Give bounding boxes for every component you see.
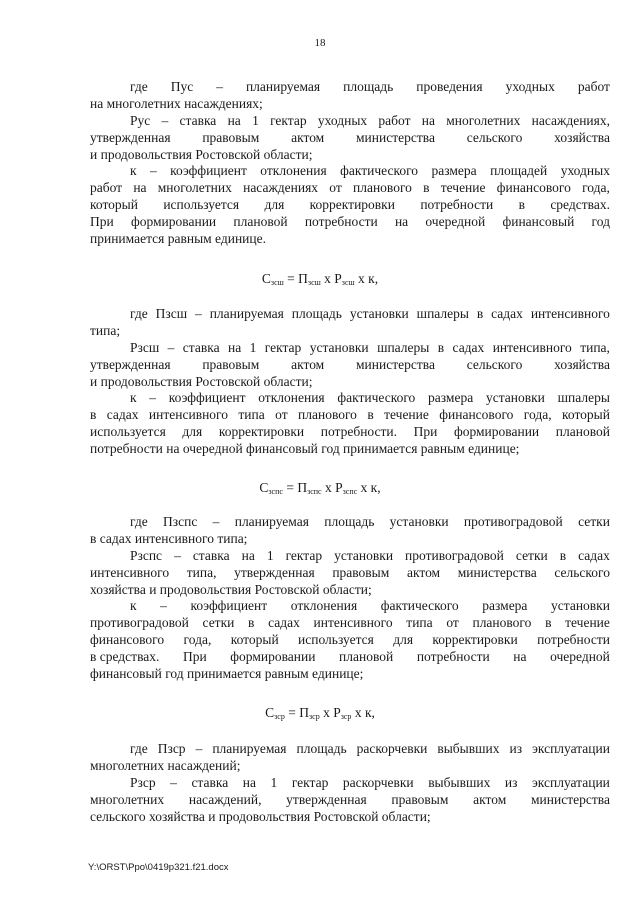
word: – (167, 339, 175, 355)
word: площадь (343, 79, 394, 94)
word: установки (485, 390, 545, 406)
text-line (90, 741, 610, 758)
word: садах (106, 407, 139, 423)
page-number: 18 (314, 37, 326, 49)
word: сетки (515, 547, 548, 563)
word: очередной (425, 214, 486, 230)
word: финансового (439, 407, 514, 423)
text-line (90, 113, 610, 130)
word: правовым (332, 564, 390, 580)
word: министерства (356, 129, 435, 145)
word: на (421, 112, 435, 128)
word: планируемая (212, 741, 287, 756)
word: в (545, 615, 552, 631)
word: раскорчевки (356, 741, 428, 756)
word: типа (238, 407, 265, 423)
text-line: потребности на очередной финансовый год принимается равным единице; (90, 441, 520, 457)
word: в (423, 180, 430, 196)
word: – (216, 79, 223, 94)
text-line: в садах интенсивного типа; (90, 530, 248, 546)
word: насаждениях (243, 180, 319, 196)
word: утвержденная (234, 564, 315, 580)
text-line (90, 792, 610, 809)
word: финансовый (502, 214, 575, 230)
word: площадей (490, 163, 548, 179)
text-line: на многолетних насаждениях; (90, 95, 263, 111)
paragraph-block-uprooting (90, 741, 610, 825)
word: к (130, 390, 137, 406)
file-path-footer: Y:\ORST\Ppo\0419p321.f21.docx (88, 862, 229, 873)
word: отклонения (290, 598, 358, 614)
word: из (509, 741, 523, 756)
word: отклонения (260, 163, 327, 179)
word: противоградовой (463, 514, 563, 529)
word: используется (298, 632, 374, 648)
formula-trellis: $С_{зсш} = П_{зсш}$ х $Р_{зсш}$ х к, (261, 271, 379, 287)
word: гектар (270, 112, 307, 128)
word: Рзсш (130, 339, 160, 355)
word: – (161, 112, 169, 128)
paragraph-block-hail-net (90, 514, 610, 683)
word: противоградовой (405, 547, 504, 563)
word: формировании (130, 214, 217, 230)
word: планируемая (209, 306, 284, 321)
word: сельского (466, 356, 523, 372)
word: площадь (296, 741, 347, 756)
word: многолетних (446, 112, 521, 128)
word: от (275, 407, 288, 423)
word: потребности (416, 649, 490, 665)
text-line (90, 565, 610, 582)
word: ставка (179, 112, 217, 128)
word: для (264, 197, 285, 213)
text-line (90, 214, 610, 231)
word: планируемая (245, 79, 321, 94)
word: – (170, 774, 177, 790)
word: на (133, 180, 147, 196)
word: – (149, 390, 157, 406)
word: типа, (186, 564, 217, 580)
word: сельского (466, 129, 523, 145)
word: эксплуатации (532, 741, 610, 756)
word: насаждениях, (531, 112, 610, 128)
word: финансового (90, 632, 165, 648)
word: планового (298, 407, 357, 423)
word: Пзср (157, 741, 186, 756)
text-line (90, 180, 610, 197)
word: Пус (170, 79, 194, 94)
word: течение (384, 407, 429, 423)
word: гектар (291, 774, 329, 790)
word: установки (389, 514, 449, 529)
word: Пзспс (163, 514, 198, 529)
word: 1 (266, 547, 274, 563)
word: коэффициент (190, 598, 268, 614)
word: коэффициент (168, 390, 246, 406)
word: утвержденная (90, 129, 171, 145)
word: работ (577, 79, 610, 94)
word: гектар (285, 547, 323, 563)
word: года, (582, 180, 610, 196)
word: размера (428, 390, 474, 406)
word: год (591, 214, 610, 230)
word: уходных (560, 163, 610, 179)
word: плановой (555, 424, 610, 440)
word: в (559, 547, 567, 563)
word: очередной (550, 649, 610, 665)
text-line (90, 197, 610, 214)
word: на (242, 774, 256, 790)
word: в (248, 615, 255, 631)
word: используется (163, 197, 240, 213)
word: течение (565, 615, 610, 631)
text-line: типа; (90, 322, 121, 338)
word: размера (482, 598, 528, 614)
word: министерства (531, 791, 610, 807)
word: – (195, 741, 203, 756)
word: уходных (317, 112, 368, 128)
word: интенсивного (148, 407, 229, 423)
text-line (90, 357, 610, 374)
word: 1 (270, 774, 278, 790)
word: потребности. (320, 424, 398, 440)
word: корректировки (218, 424, 305, 440)
word: гектар (264, 339, 302, 355)
word: типа, (580, 339, 610, 355)
word: хозяйства (554, 356, 610, 372)
text-line (90, 306, 610, 323)
word: на (241, 547, 255, 563)
word: уходных (505, 79, 555, 94)
word: площадь (291, 306, 342, 321)
word: где (130, 306, 148, 321)
word: где (130, 514, 148, 529)
text-line (90, 340, 610, 357)
word: правовым (202, 129, 260, 145)
word: правовым (202, 356, 260, 372)
word: который (562, 407, 610, 423)
formula-uprooting: $С_{зср} = П_{зср}$ х $Р_{зср}$ х к, (265, 705, 375, 721)
word: многолетних (157, 180, 232, 196)
word: потребности (537, 632, 610, 648)
text-line (90, 775, 610, 792)
word: коэффициент (170, 163, 247, 179)
paragraph-block-trellis (90, 306, 610, 458)
word: на (394, 214, 409, 230)
word: к (130, 598, 137, 614)
word: работ (378, 112, 411, 128)
word: в (437, 339, 445, 355)
word: раскорчевки (342, 774, 414, 790)
word: шпалеры (377, 339, 430, 355)
word: в (518, 197, 525, 213)
word: в (476, 306, 484, 321)
word: площадь (324, 514, 375, 529)
formula-hail-net: $С_{зспс} = П_{зспс}$ х $Р_{зспс}$ х к, (259, 480, 381, 496)
text-line: хозяйства и продовольствия Ростовской области; (90, 581, 372, 597)
text-line (90, 548, 610, 565)
word: садах (578, 547, 610, 563)
word: работ (90, 180, 123, 196)
word: Рзспс (130, 547, 163, 563)
word: от (329, 180, 342, 196)
word: интенсивного (90, 564, 170, 580)
word: министерства (356, 356, 435, 372)
word: министерства (457, 564, 537, 580)
word: для (393, 632, 414, 648)
word: на (227, 339, 242, 355)
word: фактического (337, 390, 416, 406)
word: где (130, 79, 148, 94)
word: интенсивного (492, 339, 572, 355)
text-line (90, 615, 610, 632)
word: течение (440, 180, 486, 196)
word: садах (268, 615, 300, 631)
word: – (212, 514, 220, 529)
word: шпалеры (557, 390, 610, 406)
word: где (130, 741, 148, 756)
word: Пзсш (155, 306, 188, 321)
word: формировании (230, 649, 316, 665)
word: фактического (340, 163, 419, 179)
word: правовым (391, 791, 449, 807)
word: – (195, 306, 202, 321)
word: – (160, 598, 167, 614)
text-line (90, 424, 610, 441)
word: эксплуатации (531, 774, 610, 790)
word: утвержденная (286, 791, 367, 807)
text-line: многолетних насаждений; (90, 757, 241, 773)
word: При (182, 649, 207, 665)
text-line: сельского хозяйства и продовольствия Ростовской области; (90, 808, 431, 824)
word: плановой (339, 649, 394, 665)
text-line (90, 649, 610, 666)
word: шпалеры (416, 306, 469, 321)
word: ставка (182, 339, 220, 355)
word: к (130, 163, 137, 179)
word: фактического (380, 598, 459, 614)
word: размера (431, 163, 477, 179)
word: – (174, 547, 181, 563)
word: многолетних (90, 791, 165, 807)
word: средствах. (550, 197, 610, 213)
word: потребности (420, 197, 494, 213)
text-line (90, 163, 610, 180)
word: ставка (191, 774, 229, 790)
word: – (149, 163, 157, 179)
word: для (182, 424, 203, 440)
text-line (90, 130, 610, 147)
word: выбывших (437, 741, 500, 756)
text-line: финансовый год принимается равным единице; (90, 666, 364, 682)
word: из (504, 774, 518, 790)
word: утвержденная (90, 356, 171, 372)
text-line: и продовольствия Ростовской области; (90, 146, 313, 162)
word: интенсивного (313, 615, 393, 631)
text-line (90, 514, 610, 531)
word: установки (334, 547, 394, 563)
word: финансового (496, 180, 571, 196)
word: от (446, 615, 459, 631)
word: хозяйства (554, 129, 610, 145)
word: формировании (453, 424, 540, 440)
word: отклонения (258, 390, 325, 406)
word: проведения (416, 79, 483, 94)
word: При (413, 424, 438, 440)
word: установки (349, 306, 409, 321)
word: противоградовой (90, 615, 189, 631)
text-line: принимается равным единице. (90, 231, 267, 247)
word: 1 (249, 339, 257, 355)
word: типа (406, 615, 433, 631)
word: года, (523, 407, 552, 423)
word: плановой (233, 214, 288, 230)
word: Рзср (130, 774, 156, 790)
word: сетки (578, 514, 610, 529)
word: интенсивного (530, 306, 610, 321)
word: Рус (130, 112, 151, 128)
text-line (90, 598, 610, 615)
word: садах (491, 306, 523, 321)
word: используется (90, 424, 166, 440)
word: установки (309, 339, 369, 355)
word: сельского (554, 564, 610, 580)
text-line (90, 79, 610, 96)
text-line (90, 407, 610, 424)
word: планируемая (234, 514, 309, 529)
word: корректировки (309, 197, 395, 213)
word: При (90, 214, 114, 230)
word: сетки (202, 615, 235, 631)
word: планового (352, 180, 412, 196)
word: актом (291, 129, 325, 145)
word: садах (452, 339, 485, 355)
word: насаждений, (188, 791, 262, 807)
word: выбывших (428, 774, 491, 790)
text-line: и продовольствия Ростовской области; (90, 373, 313, 389)
word: актом (473, 791, 507, 807)
text-line (90, 632, 610, 649)
word: 1 (252, 112, 259, 128)
word: актом (291, 356, 325, 372)
word: в (367, 407, 374, 423)
word: корректировки (432, 632, 518, 648)
word: в (90, 407, 97, 423)
word: на (513, 649, 527, 665)
word: потребности (304, 214, 378, 230)
word: который (230, 632, 279, 648)
text-line (90, 390, 610, 407)
word: планового (472, 615, 532, 631)
word: актом (406, 564, 441, 580)
paragraph-block-care-works (90, 79, 610, 248)
word: который (90, 197, 138, 213)
word: в средствах. (90, 649, 160, 665)
word: года, (183, 632, 212, 648)
word: ставка (192, 547, 230, 563)
word: на (227, 112, 241, 128)
word: установки (551, 598, 610, 614)
